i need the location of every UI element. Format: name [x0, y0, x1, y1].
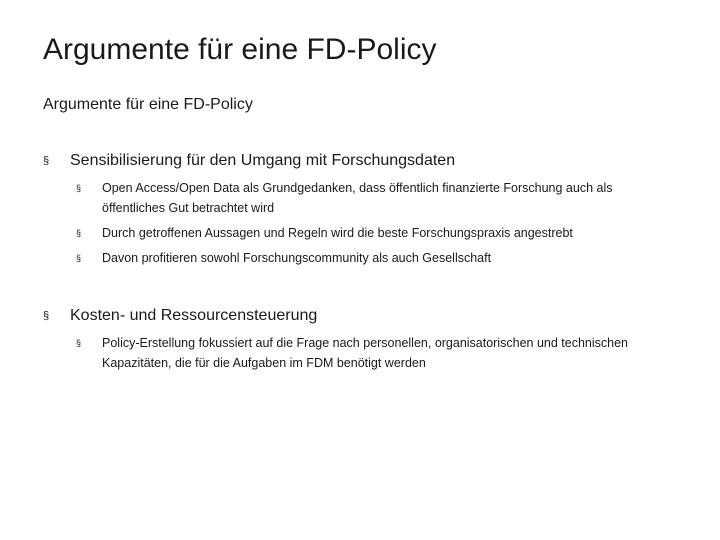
bullet-level1 — [43, 150, 683, 172]
bullet-heading: Sensibilisierung für den Umgang mit Forschungsdaten — [70, 152, 456, 169]
sub-bullet-list — [43, 178, 683, 268]
bullet-marker: § — [76, 338, 82, 348]
slide-title: Argumente für eine FD-Policy — [43, 33, 437, 66]
sub-bullet-text: Open Access/Open Data als Grundgedanken, dass öffentlich finanzierte Forschung auch als öffentliches Gut betrachtet wird — [102, 181, 613, 215]
sub-bullet-list — [43, 333, 683, 373]
sub-bullet-text: Durch getroffenen Aussagen und Regeln wird die beste Forschungspraxis angestrebt — [102, 226, 573, 240]
bullet-marker: § — [43, 155, 50, 167]
bullet-section-2 — [43, 305, 683, 373]
sub-bullet-item — [76, 248, 676, 268]
sub-bullet-text: Policy-Erstellung fokussiert auf die Frage nach personellen, organisatorischen und technischen Kapazitäten, die für die Aufgaben im FDM benötigt werden — [102, 336, 628, 370]
bullet-level1 — [43, 305, 683, 327]
sub-bullet-text: Davon profitieren sowohl Forschungscommunity als auch Gesellschaft — [102, 251, 492, 265]
bullet-marker: § — [43, 310, 50, 322]
sub-bullet-item — [76, 333, 676, 373]
bullet-marker: § — [76, 253, 82, 263]
bullet-heading: Kosten- und Ressourcensteuerung — [70, 307, 318, 324]
bullet-marker: § — [76, 228, 82, 238]
slide-subtitle: Argumente für eine FD-Policy — [43, 96, 253, 113]
bullet-section-1 — [43, 150, 683, 268]
bullet-marker: § — [76, 183, 82, 193]
sub-bullet-item — [76, 178, 676, 218]
sub-bullet-item — [76, 223, 676, 243]
